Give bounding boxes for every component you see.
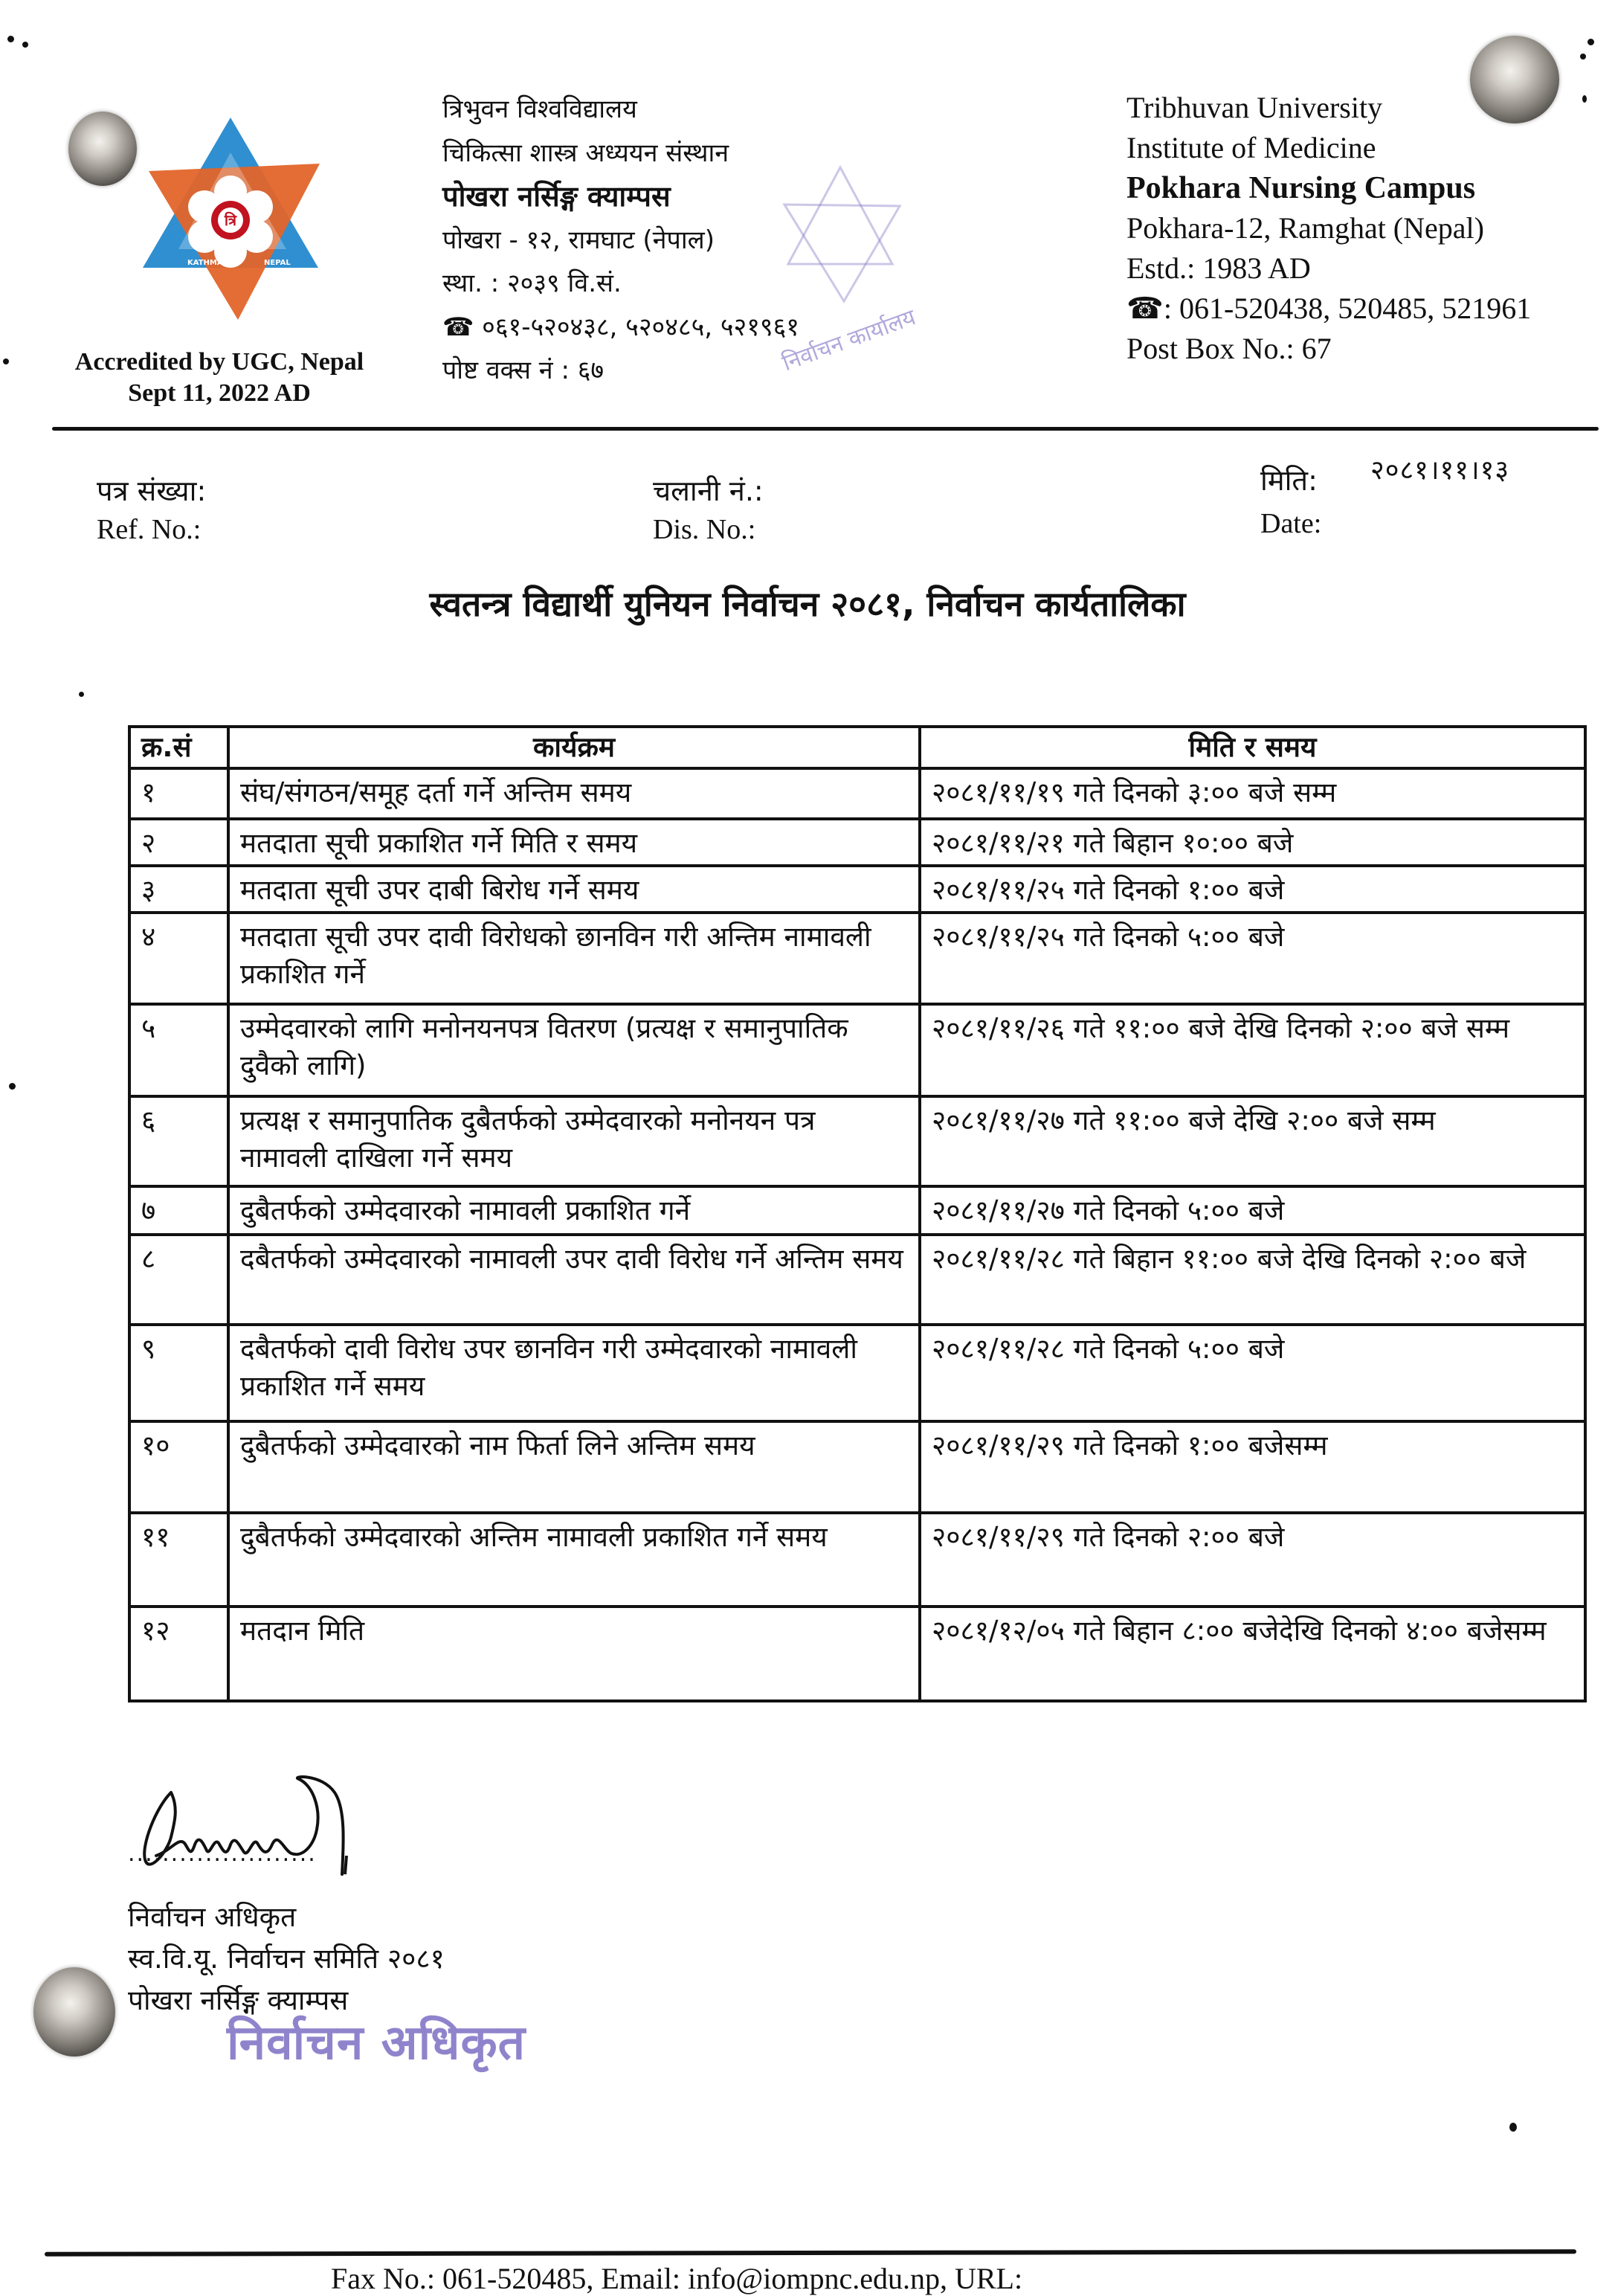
date-label-np: मिति: xyxy=(1260,464,1318,497)
signature-line: ...................... xyxy=(128,1841,317,1867)
date-value: २०८१।११।१३ xyxy=(1370,455,1510,486)
speck xyxy=(9,1083,16,1090)
header-divider xyxy=(52,427,1599,431)
cell-serial: ८ xyxy=(129,1235,228,1325)
university-logo xyxy=(134,112,357,335)
cell-datetime: २०८१/११/२९ गते दिनको १:०० बजेसम्म xyxy=(920,1421,1585,1513)
cell-datetime: २०८१/१२/०५ गते बिहान ८:०० बजेदेखि दिनको ४:०० बजेसम्म xyxy=(920,1607,1585,1701)
accreditation-line2: Sept 11, 2022 AD xyxy=(128,379,311,407)
header-en-established: Estd.: 1983 AD xyxy=(1126,251,1311,285)
svg-text:NEPAL: NEPAL xyxy=(264,259,291,267)
cell-serial: २ xyxy=(129,819,228,866)
cell-serial: १२ xyxy=(129,1607,228,1701)
ref-label-en: Ref. No.: xyxy=(97,514,202,545)
cell-serial: १ xyxy=(129,768,228,819)
header-en-postbox: Post Box No.: 67 xyxy=(1126,332,1332,365)
footer-divider xyxy=(45,2249,1576,2257)
cell-serial: ४ xyxy=(129,913,228,1004)
cell-activity: दुबैतर्फको उम्मेदवारको नाम फिर्ता लिने अन्तिम समय xyxy=(228,1421,920,1513)
cell-activity: दबैतर्फको उम्मेदवारको नामावली उपर दावी विरोध गर्ने अन्तिम समय xyxy=(228,1235,920,1325)
header-en-institute: Institute of Medicine xyxy=(1126,131,1376,164)
election-schedule-table xyxy=(128,725,1587,1702)
date-field xyxy=(1260,461,1321,543)
pin-top-left xyxy=(68,112,137,186)
table-header-row xyxy=(129,727,1585,768)
cell-activity: संघ/संगठन/समूह दर्ता गर्ने अन्तिम समय xyxy=(228,768,920,819)
header-en-campus: Pokhara Nursing Campus xyxy=(1126,171,1476,205)
header-en-address: Pokhara-12, Ramghat (Nepal) xyxy=(1126,211,1484,245)
phone-icon: ☎ xyxy=(442,312,483,342)
header-nepali xyxy=(442,88,799,393)
speck xyxy=(1509,2123,1517,2132)
accreditation xyxy=(59,347,379,409)
cell-datetime: २०८१/११/२५ गते दिनको १:०० बजे xyxy=(920,866,1585,913)
footer-contact: Fax No.: 061-520485, Email: info@iompnc.edu.np, URL: xyxy=(331,2262,1023,2295)
cell-serial: ६ xyxy=(129,1096,228,1186)
signatory-block xyxy=(128,1897,445,2022)
cell-serial: १० xyxy=(129,1421,228,1513)
cell-datetime: २०८१/११/१९ गते दिनको ३:०० बजे सम्म xyxy=(920,768,1585,819)
cell-activity: मतदाता सूची उपर दाबी बिरोध गर्ने समय xyxy=(228,866,920,913)
table-row xyxy=(129,1421,1585,1513)
header-np-campus: पोखरा नर्सिङ्ग क्याम्पस xyxy=(442,180,671,213)
cell-datetime: २०८१/११/२१ गते बिहान १०:०० बजे xyxy=(920,819,1585,866)
header-np-postbox: पोष्ट वक्स नं : ६७ xyxy=(442,356,605,385)
table-row xyxy=(129,1004,1585,1096)
cell-serial: ७ xyxy=(129,1186,228,1235)
cell-serial: ५ xyxy=(129,1004,228,1096)
signatory-committee: स्व.वि.यू. निर्वाचन समिति २०८१ xyxy=(128,1943,445,1975)
header-np-university: त्रिभुवन विश्वविद्यालय xyxy=(442,94,637,124)
cell-activity: प्रत्यक्ष र समानुपातिक दुबैतर्फको उम्मेदवारको मनोनयन पत्र नामावली दाखिला गर्ने समय xyxy=(228,1096,920,1186)
column-header-datetime: मिति र समय xyxy=(920,727,1585,768)
speck xyxy=(22,42,28,48)
header-english xyxy=(1126,88,1531,369)
dispatch-number xyxy=(653,472,764,549)
header-np-established: स्था. : २०३९ वि.सं. xyxy=(442,268,622,298)
cell-datetime: २०८१/११/२८ गते दिनको ५:०० बजे xyxy=(920,1325,1585,1421)
speck xyxy=(79,692,84,697)
header-np-institute: चिकित्सा शास्त्र अध्ययन संस्थान xyxy=(442,138,729,168)
ref-label-np: पत्र संख्या: xyxy=(97,475,207,507)
table-row xyxy=(129,913,1585,1004)
accreditation-line1: Accredited by UGC, Nepal xyxy=(74,348,364,376)
dispatch-label-en: Dis. No.: xyxy=(653,514,756,545)
cell-serial: ९ xyxy=(129,1325,228,1421)
svg-text:निर्वाचन कार्यालय: निर्वाचन कार्यालय xyxy=(779,304,920,377)
column-header-activity: कार्यक्रम xyxy=(228,727,920,768)
date-label-en: Date: xyxy=(1260,508,1322,539)
ref-number xyxy=(97,472,206,549)
phone-icon: ☎ xyxy=(1126,292,1164,325)
cell-activity: दबैतर्फको दावी विरोध उपर छानविन गरी उम्मेदवारको नामावली प्रकाशित गर्ने समय xyxy=(228,1325,920,1421)
signatory-campus: पोखरा नर्सिङ्ग क्याम्पस xyxy=(128,1984,349,2016)
cell-activity: दुबैतर्फको उम्मेदवारको अन्तिम नामावली प्रकाशित गर्ने समय xyxy=(228,1513,920,1607)
speck xyxy=(7,36,14,42)
table-row xyxy=(129,1607,1585,1701)
cell-datetime: २०८१/११/२९ गते दिनको २:०० बजे xyxy=(920,1513,1585,1607)
svg-text:KATHMANDU: KATHMANDU xyxy=(187,259,242,267)
cell-datetime: २०८१/११/२८ गते बिहान ११:०० बजे देखि दिनको २:०० बजे xyxy=(920,1235,1585,1325)
cell-serial: ११ xyxy=(129,1513,228,1607)
speck xyxy=(1587,39,1594,45)
cell-datetime: २०८१/११/२६ गते ११:०० बजे देखि दिनको २:०० बजे सम्म xyxy=(920,1004,1585,1096)
table-row xyxy=(129,1186,1585,1235)
signatory-title: निर्वाचन अधिकृत xyxy=(128,1901,297,1933)
cell-activity: उम्मेदवारको लागि मनोनयनपत्र वितरण (प्रत्यक्ष र समानुपातिक दुवैको लागि) xyxy=(228,1004,920,1096)
cell-activity: मतदाता सूची उपर दावी विरोधको छानविन गरी अन्तिम नामावली प्रकाशित गर्ने xyxy=(228,913,920,1004)
dispatch-label-np: चलानी नं.: xyxy=(653,475,764,507)
table-row xyxy=(129,1513,1585,1607)
speck xyxy=(3,358,9,364)
header-np-address: पोखरा - १२, रामघाट (नेपाल) xyxy=(442,225,715,255)
document-title: स्वतन्त्र विद्यार्थी युनियन निर्वाचन २०८१, निर्वाचन कार्यतालिका xyxy=(429,584,1186,624)
header-en-university: Tribhuvan University xyxy=(1126,91,1383,124)
table-row xyxy=(129,1096,1585,1186)
cell-activity: दुबैतर्फको उम्मेदवारको नामावली प्रकाशित गर्ने xyxy=(228,1186,920,1235)
cell-activity: मतदान मिति xyxy=(228,1607,920,1701)
cell-datetime: २०८१/११/२५ गते दिनको ५:०० बजे xyxy=(920,913,1585,1004)
column-header-serial: क्र.सं xyxy=(129,727,228,768)
table-row xyxy=(129,1235,1585,1325)
cell-datetime: २०८१/११/२७ गते दिनको ५:०० बजे xyxy=(920,1186,1585,1235)
speck xyxy=(1580,54,1586,60)
cell-serial: ३ xyxy=(129,866,228,913)
cell-activity: मतदाता सूची प्रकाशित गर्ने मिति र समय xyxy=(228,819,920,866)
pin-bottom-left xyxy=(33,1967,115,2057)
cell-datetime: २०८१/११/२७ गते ११:०० बजे देखि २:०० बजे सम्म xyxy=(920,1096,1585,1186)
table-row xyxy=(129,1325,1585,1421)
officer-rubber-stamp: निर्वाचन अधिकृत xyxy=(227,2016,526,2071)
svg-text:त्रि: त्रि xyxy=(224,211,237,229)
table-row xyxy=(129,866,1585,913)
header-np-phone: ☎ ०६१-५२०४३८, ५२०४८५, ५२१९६१ xyxy=(442,312,799,342)
speck xyxy=(1582,95,1587,103)
table-row xyxy=(129,768,1585,819)
table-row xyxy=(129,819,1585,866)
header-en-phone: ☎: 061-520438, 520485, 521961 xyxy=(1126,292,1532,325)
